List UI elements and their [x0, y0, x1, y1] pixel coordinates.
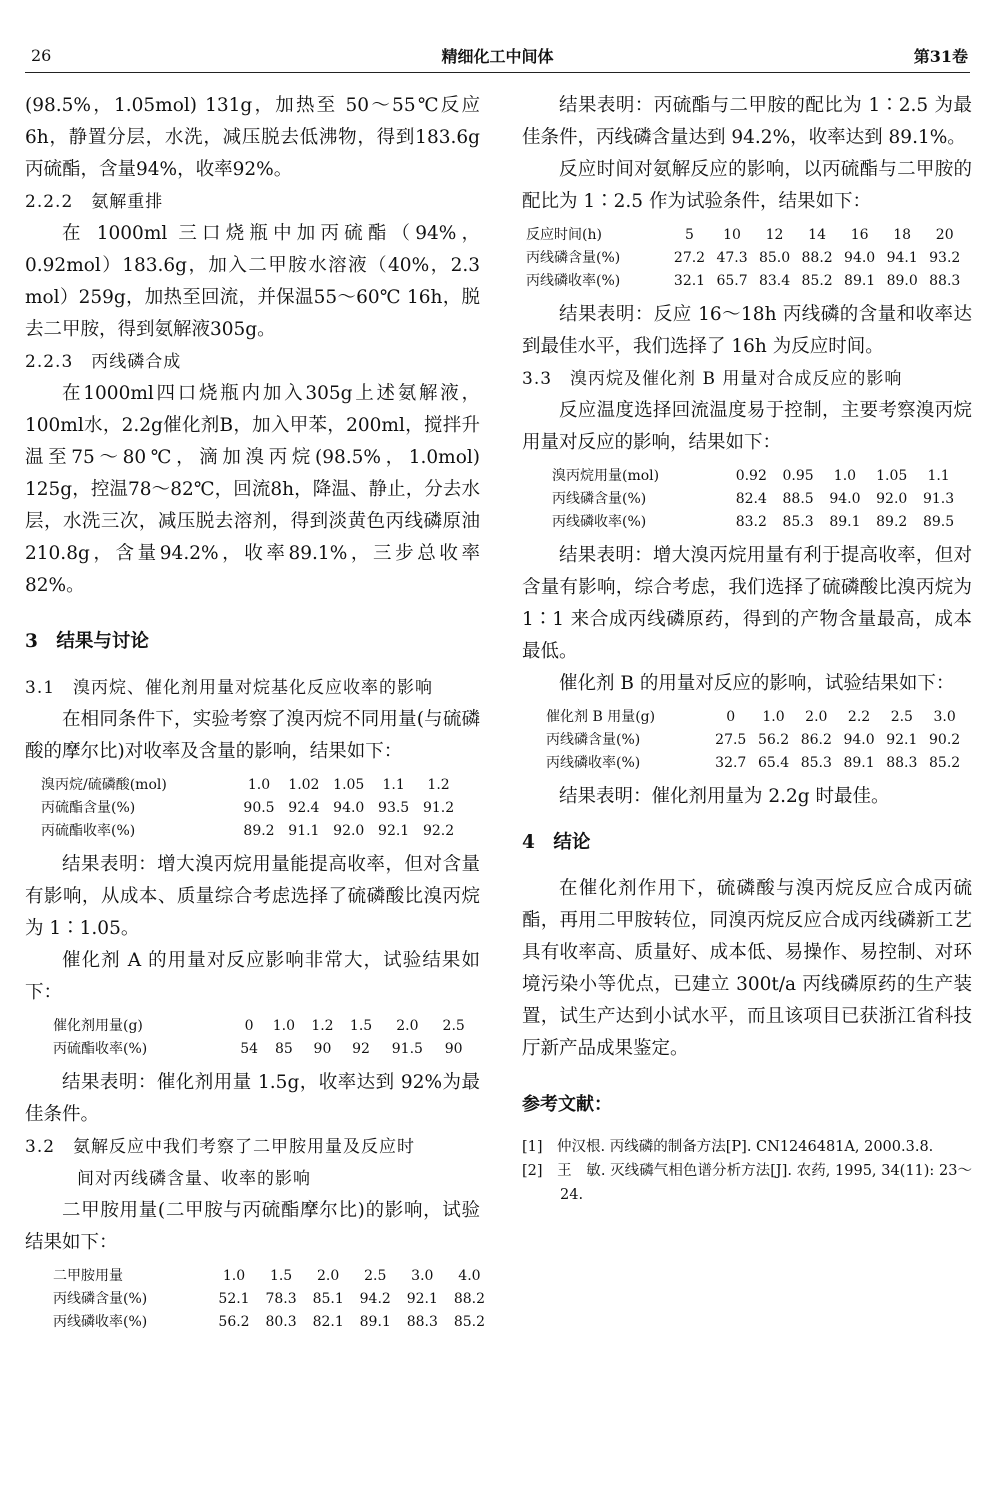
left-column [25, 90, 485, 1340]
table-cell: 65.7 [716, 273, 748, 289]
table-cell: 94.1 [886, 250, 918, 266]
table-cell: 94.0 [829, 491, 861, 507]
table-cell: 2.2 [847, 709, 871, 725]
paragraph: 结果表明：催化剂用量 1.5g，收率达到 92%为最佳条件。 [25, 1072, 480, 1125]
table-cell: 89.5 [922, 514, 955, 530]
table-cell: 52.1 [218, 1291, 250, 1307]
table-cell: 2.0 [805, 709, 828, 725]
data-table-bromopropane-ratio [41, 774, 461, 843]
row-label: 丙线磷含量(%) [526, 250, 621, 266]
table-cell: 83.2 [735, 514, 767, 530]
table-cell: 16 [850, 227, 869, 243]
table-cell: 92.1 [378, 823, 410, 839]
table-cell: 88.5 [782, 491, 814, 507]
table-cell: 1.5 [349, 1018, 373, 1034]
paragraph: 结果表明：丙硫酯与二甲胺的配比为 1∶2.5 为最佳条件，丙线磷含量达到 94.2%，收率达到 89.1%。 [522, 95, 972, 148]
table-cell: 4.0 [458, 1268, 481, 1284]
table-cell: 2.0 [317, 1268, 340, 1284]
table-cell: 1.0 [833, 468, 857, 484]
subsection-heading-3-1: 3.1 溴丙烷、催化剂用量对烷基化反应收率的影响 [25, 678, 434, 698]
table-cell: 1.1 [927, 468, 950, 484]
table-cell: 27.2 [673, 250, 706, 266]
table-cell: 1.1 [382, 777, 405, 793]
data-table-bromopropane-amount [552, 465, 962, 534]
table-cell: 92.1 [886, 732, 918, 748]
paragraph: 在 1000ml 三口烧瓶中加丙硫酯（94%，0.92mol）183.6g，加入二甲胺水溶液（40%，2.3 mol）259g，加热至回流，并保温55～60℃ 16h，脱去二甲胺，得到氨解液305g。 [25, 223, 480, 340]
paragraph: 在1000ml四口烧瓶内加入305g上述氨解液，100ml水，2.2g催化剂B，加入甲苯，200ml，搅拌升温至75～80℃，滴加溴丙烷(98.5%，1.0mol) 125g，控温78～82℃，回流8h，降温、静止，分去水层，水洗三次，减压脱去溶剂，得到淡黄色丙线磷原油210.8g，含量94.2%，收率89.1%，三步总收率82%。 [25, 383, 480, 596]
table-cell: 85.2 [929, 755, 961, 771]
table-cell: 93.2 [929, 250, 961, 266]
table-cell: 47.3 [716, 250, 748, 266]
table-row [53, 1015, 473, 1038]
table-row [552, 465, 962, 488]
subsection-heading-3-2: 3.2 氨解反应中我们考察了二甲胺用量及反应时 [25, 1137, 416, 1157]
table-cell: 56.2 [218, 1314, 250, 1330]
table-cell: 0 [244, 1018, 254, 1034]
table-cell: 85.3 [800, 755, 832, 771]
table-cell: 85.1 [312, 1291, 344, 1307]
running-header [25, 42, 970, 73]
table-row [41, 774, 461, 797]
reference-item: [1] 仲汉根. 丙线磷的制备方法[P]. CN1246481A, 2000.3.8. [522, 1139, 934, 1155]
table-cell: 32.7 [715, 755, 747, 771]
table-cell: 91.1 [288, 823, 320, 839]
table-cell: 2.5 [890, 709, 913, 725]
row-label: 二甲胺用量 [53, 1268, 123, 1284]
row-label: 溴丙烷用量(mol) [552, 468, 660, 484]
table-cell: 85 [274, 1041, 293, 1057]
table-cell: 94.2 [359, 1291, 391, 1307]
volume-label: 第31卷 [913, 47, 968, 66]
table-cell: 18 [893, 227, 912, 243]
table-cell: 89.1 [844, 273, 876, 289]
table-cell: 2.5 [442, 1018, 465, 1034]
table-row [526, 270, 966, 293]
table-cell: 1.0 [762, 709, 785, 725]
paragraph: 催化剂 A 的用量对反应影响非常大，试验结果如下： [25, 950, 480, 1003]
table-cell: 20 [935, 227, 954, 243]
table-cell: 1.05 [876, 468, 908, 484]
table-cell: 94.0 [844, 250, 876, 266]
right-column [522, 90, 972, 1207]
table-cell: 65.4 [757, 755, 790, 771]
table-cell: 91.3 [922, 491, 955, 507]
table-cell: 83.4 [758, 273, 791, 289]
row-label: 丙线磷收率(%) [526, 273, 621, 289]
table-row [546, 729, 966, 752]
table-cell: 1.05 [333, 777, 365, 793]
table-cell: 27.5 [715, 732, 747, 748]
table-cell: 1.0 [247, 777, 271, 793]
table-row [53, 1265, 493, 1288]
references-heading: 参考文献： [522, 1094, 612, 1115]
table-cell: 91.2 [422, 800, 455, 816]
row-label: 丙线磷收率(%) [53, 1314, 148, 1330]
table-row [53, 1038, 473, 1061]
row-label: 反应时间(h) [526, 227, 602, 243]
table-cell: 94.0 [843, 732, 875, 748]
table-cell: 1.2 [311, 1018, 334, 1034]
table-cell: 91.5 [391, 1041, 423, 1057]
table-cell: 3.0 [933, 709, 956, 725]
table-cell: 89.1 [829, 514, 861, 530]
table-cell: 0.95 [782, 468, 814, 484]
table-cell: 56.2 [757, 732, 790, 748]
table-cell: 0.92 [735, 468, 767, 484]
section-heading-4: 4 结论 [522, 832, 591, 853]
table-cell: 88.3 [929, 273, 961, 289]
row-label: 丙线磷含量(%) [53, 1291, 148, 1307]
table-cell: 92.0 [333, 823, 365, 839]
paragraph: 结果表明：反应 16～18h 丙线磷的含量和收率达到最佳水平，我们选择了 16h 为反应时间。 [522, 304, 972, 357]
table-cell: 85.2 [453, 1314, 485, 1330]
paragraph: 结果表明：增大溴丙烷用量能提高收率，但对含量有影响，从成本、质量综合考虑选择了硫磷酸比溴丙烷为 1∶1.05。 [25, 854, 480, 939]
data-table-dimethylamine [53, 1265, 493, 1334]
table-row [546, 706, 966, 729]
table-cell: 92 [352, 1041, 370, 1057]
paragraph: 在催化剂作用下，硫磷酸与溴丙烷反应合成丙硫酯，再用二甲胺转位，同溴丙烷反应合成丙线磷新工艺具有收率高、质量好、成本低、易操作、易控制、对环境污染小等优点，已建立 300t/a 丙线磷原药的生产装置，试生产达到小试水平，而且该项目已获浙江省科技厅新产品成果鉴定。 [522, 878, 972, 1059]
reference-item: [2] 王 敏. 灭线磷气相色谱分析方法[J]. 农药, 1995, 34(11): 23～24. [522, 1163, 972, 1203]
paragraph: 在相同条件下，实验考察了溴丙烷不同用量(与硫磷酸的摩尔比)对收率及含量的影响，结果如下： [25, 709, 480, 762]
data-table-catalyst-a [53, 1015, 473, 1061]
row-label: 催化剂用量(g) [53, 1018, 143, 1034]
table-cell: 89.0 [886, 273, 918, 289]
table-cell: 88.3 [886, 755, 918, 771]
table-cell: 2.5 [364, 1268, 387, 1284]
row-label: 丙硫酯收率(%) [53, 1041, 148, 1057]
paragraph: (98.5%，1.05mol) 131g，加热至 50～55℃反应 6h，静置分层，水洗，减压脱去低沸物，得到183.6g 丙硫酯，含量94%，收率92%。 [25, 95, 480, 180]
table-cell: 82.4 [735, 491, 767, 507]
table-cell: 89.1 [359, 1314, 391, 1330]
table-cell: 90 [444, 1041, 463, 1057]
data-table-catalyst-b [546, 706, 966, 775]
row-label: 丙硫酯含量(%) [41, 800, 136, 816]
table-cell: 82.1 [312, 1314, 344, 1330]
table-cell: 85.0 [758, 250, 791, 266]
section-heading-3: 3 结果与讨论 [25, 631, 149, 652]
table-cell: 92.0 [876, 491, 908, 507]
table-cell: 2.0 [396, 1018, 419, 1034]
table-row [552, 488, 962, 511]
table-cell: 88.3 [406, 1314, 438, 1330]
table-row [41, 820, 461, 843]
paragraph: 催化剂 B 的用量对反应的影响，试验结果如下： [559, 673, 955, 694]
table-cell: 90.5 [243, 800, 275, 816]
table-cell: 90.2 [929, 732, 961, 748]
data-table-reaction-time [526, 224, 966, 293]
table-row [526, 247, 966, 270]
table-cell: 78.3 [265, 1291, 297, 1307]
paragraph: 反应温度选择回流温度易于控制，主要考察溴丙烷用量对反应的影响，结果如下： [522, 400, 972, 453]
table-cell: 92.1 [406, 1291, 438, 1307]
table-cell: 1.0 [222, 1268, 246, 1284]
table-cell: 14 [808, 227, 826, 243]
table-cell: 10 [723, 227, 741, 243]
row-label: 丙线磷收率(%) [546, 755, 641, 771]
table-row [53, 1311, 493, 1334]
paragraph: 反应时间对氨解反应的影响，以丙硫酯与二甲胺的配比为 1∶2.5 作为试验条件，结果如下： [522, 159, 972, 212]
table-cell: 80.3 [265, 1314, 297, 1330]
table-cell: 88.2 [801, 250, 833, 266]
table-cell: 12 [765, 227, 784, 243]
table-cell: 88.2 [453, 1291, 485, 1307]
subsection-heading-2-2-3: 2.2.3 丙线磷合成 [25, 352, 182, 372]
table-cell: 90 [313, 1041, 332, 1057]
row-label: 丙线磷含量(%) [552, 491, 647, 507]
table-cell: 89.2 [876, 514, 908, 530]
table-cell: 89.2 [243, 823, 275, 839]
table-cell: 92.2 [422, 823, 455, 839]
table-row [53, 1288, 493, 1311]
table-cell: 85.2 [801, 273, 833, 289]
table-row [552, 511, 962, 534]
table-cell: 54 [240, 1041, 259, 1057]
table-row [41, 797, 461, 820]
table-row [526, 224, 966, 247]
row-label: 溴丙烷/硫磷酸(mol) [41, 777, 167, 793]
table-cell: 94.0 [333, 800, 365, 816]
paragraph: 二甲胺用量(二甲胺与丙硫酯摩尔比)的影响，试验结果如下： [25, 1200, 480, 1253]
table-cell: 1.5 [269, 1268, 293, 1284]
page-number: 26 [31, 46, 52, 65]
table-cell: 93.5 [378, 800, 410, 816]
paragraph: 结果表明：催化剂用量为 2.2g 时最佳。 [559, 786, 890, 807]
row-label: 丙硫酯收率(%) [41, 823, 136, 839]
table-cell: 1.02 [288, 777, 320, 793]
paragraph: 结果表明：增大溴丙烷用量有利于提高收率，但对含量有影响，综合考虑，我们选择了硫磷酸比溴丙烷为 1∶1 来合成丙线磷原药，得到的产物含量最高，成本最低。 [522, 545, 972, 662]
subsection-heading-3-2-cont: 间对丙线磷含量、收率的影响 [77, 1169, 311, 1189]
journal-title: 精细化工中间体 [441, 47, 554, 66]
row-label: 丙线磷收率(%) [552, 514, 647, 530]
table-cell: 1.2 [427, 777, 450, 793]
table-cell: 0 [726, 709, 736, 725]
table-cell: 89.1 [843, 755, 875, 771]
table-cell: 3.0 [411, 1268, 434, 1284]
table-row [546, 752, 966, 775]
subsection-heading-2-2-2: 2.2.2 氨解重排 [25, 192, 164, 212]
table-cell: 1.0 [272, 1018, 295, 1034]
table-cell: 32.1 [673, 273, 706, 289]
row-label: 丙线磷含量(%) [546, 732, 641, 748]
subsection-heading-3-3: 3.3 溴丙烷及催化剂 B 用量对合成反应的影响 [522, 369, 903, 389]
table-cell: 85.3 [782, 514, 814, 530]
table-cell: 92.4 [288, 800, 320, 816]
table-cell: 86.2 [800, 732, 832, 748]
row-label: 催化剂 B 用量(g) [546, 709, 656, 725]
table-cell: 5 [685, 227, 694, 243]
